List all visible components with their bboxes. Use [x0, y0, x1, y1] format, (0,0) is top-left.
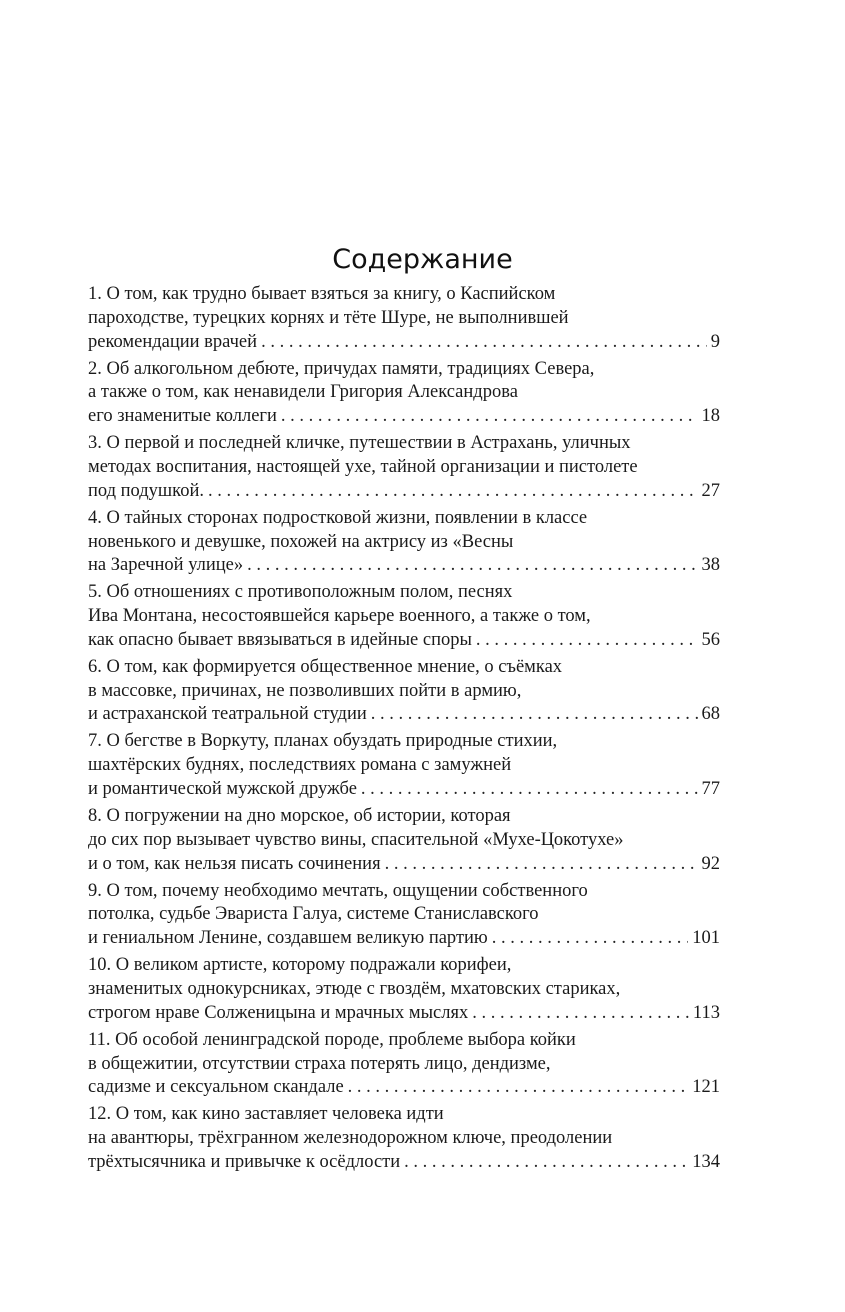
toc-line: пароходстве, турецких корнях и тёте Шуре, не выполнившей [88, 307, 569, 328]
toc-line: на авантюры, трёхгранном железнодорожном ключе, преодолении [88, 1128, 613, 1149]
toc-line: на Заречной улице» [88, 555, 244, 576]
toc-line: 6. О том, как формируется общественное мнение, о съёмках [88, 656, 563, 677]
page-number: 68 [701, 704, 720, 725]
toc-line: садизме и сексуальном скандале [88, 1077, 344, 1098]
toc-line: в массовке, причинах, не позволивших пойти в армию, [88, 680, 522, 701]
toc-line: 3. О первой и последней кличке, путешествии в Астрахань, уличных [88, 433, 631, 454]
toc-line: рекомендации врачей [88, 331, 258, 352]
dot-leader [371, 703, 698, 727]
toc-line: 7. О бегстве в Воркуту, планах обуздать природные стихии, [88, 731, 558, 752]
page-title: Содержание [332, 244, 513, 276]
dot-leader [261, 331, 707, 355]
page-number: 38 [701, 555, 720, 576]
toc-entry-11[interactable] [88, 1029, 720, 1100]
dot-leader [281, 405, 698, 429]
dot-leader [492, 927, 689, 951]
toc-line: Ива Монтана, несостоявшейся карьере военного, а также о том, [88, 606, 591, 627]
page-number: 92 [701, 853, 720, 874]
toc-entry-1[interactable] [88, 283, 720, 354]
toc-line: а также о том, как ненавидели Григория Александрова [88, 382, 518, 403]
page-number: 113 [692, 1002, 720, 1023]
toc-line: и романтической мужской дружбе [88, 779, 357, 800]
dot-leader [476, 629, 698, 653]
toc-line: новенького и девушке, похожей на актрису из «Весны [88, 531, 514, 552]
dot-leader [472, 1002, 689, 1026]
toc-line: как опасно бывает ввязываться в идейные споры [88, 629, 472, 650]
toc-entry-6[interactable] [88, 656, 720, 727]
toc-line: методах воспитания, настоящей ухе, тайной организации и пистолете [88, 456, 638, 477]
page-number: 77 [701, 779, 720, 800]
dot-leader [361, 778, 698, 802]
toc-line: до сих пор вызывает чувство вины, спасительной «Мухе-Цокотухе» [88, 829, 624, 850]
toc-entry-7[interactable] [88, 730, 720, 801]
toc-line: 12. О том, как кино заставляет человека идти [88, 1104, 444, 1125]
toc-line: 10. О великом артисте, которому подражали корифеи, [88, 955, 512, 976]
toc-line: 9. О том, почему необходимо мечтать, ощущении собственного [88, 880, 588, 901]
toc-line: 8. О погружении на дно морское, об истории, которая [88, 806, 511, 827]
toc-line: 1. О том, как трудно бывает взяться за книгу, о Каспийском [88, 284, 556, 304]
toc-entry-5[interactable] [88, 581, 720, 652]
toc-line: строгом нраве Солженицына и мрачных мыслях [88, 1002, 469, 1023]
page-number: 121 [692, 1077, 720, 1098]
dot-leader [385, 853, 698, 877]
toc-line: 4. О тайных сторонах подростковой жизни, появлении в классе [88, 507, 588, 528]
toc-line: трёхтысячника и привычке к осёдлости [88, 1151, 401, 1172]
page-number: 101 [692, 928, 720, 949]
dot-leader [208, 480, 697, 504]
toc-entry-3[interactable] [88, 432, 720, 503]
toc-line: знаменитых однокурсниках, этюде с гвоздём, мхатовских стариках, [88, 979, 621, 999]
toc-line: и гениальном Ленине, создавшем великую партию [88, 928, 488, 949]
toc-line: под подушкой. [88, 480, 205, 501]
toc-line: 2. Об алкогольном дебюте, причудах памяти, традициях Севера, [88, 358, 595, 379]
toc-entry-12[interactable] [88, 1103, 720, 1174]
toc-line: в общежитии, отсутствии страха потерять лицо, дендизме, [88, 1053, 551, 1074]
dot-leader [404, 1151, 688, 1175]
toc-line: 11. Об особой ленинградской породе, проблеме выбора койки [88, 1029, 576, 1050]
toc-line: шахтёрских буднях, последствиях романа с замужней [88, 755, 512, 776]
page-number: 9 [710, 331, 720, 352]
toc-line: потолка, судьбе Эвариста Галуа, системе Станиславского [88, 904, 539, 925]
page-number: 56 [701, 629, 720, 650]
dot-leader [348, 1076, 689, 1100]
dot-leader [247, 554, 697, 578]
page-number: 18 [701, 406, 720, 427]
toc-line: его знаменитые коллеги [88, 406, 277, 427]
toc-entry-4[interactable] [88, 507, 720, 578]
toc-line: 5. Об отношениях с противоположным полом, песнях [88, 582, 513, 603]
page-number: 134 [692, 1151, 720, 1172]
page-number: 27 [701, 480, 720, 501]
table-of-contents [88, 283, 720, 1178]
toc-entry-8[interactable] [88, 805, 720, 876]
toc-entry-10[interactable] [88, 954, 720, 1025]
toc-line: и о том, как нельзя писать сочинения [88, 853, 381, 874]
toc-line: и астраханской театральной студии [88, 704, 367, 725]
toc-entry-2[interactable] [88, 358, 720, 429]
toc-entry-9[interactable] [88, 880, 720, 951]
